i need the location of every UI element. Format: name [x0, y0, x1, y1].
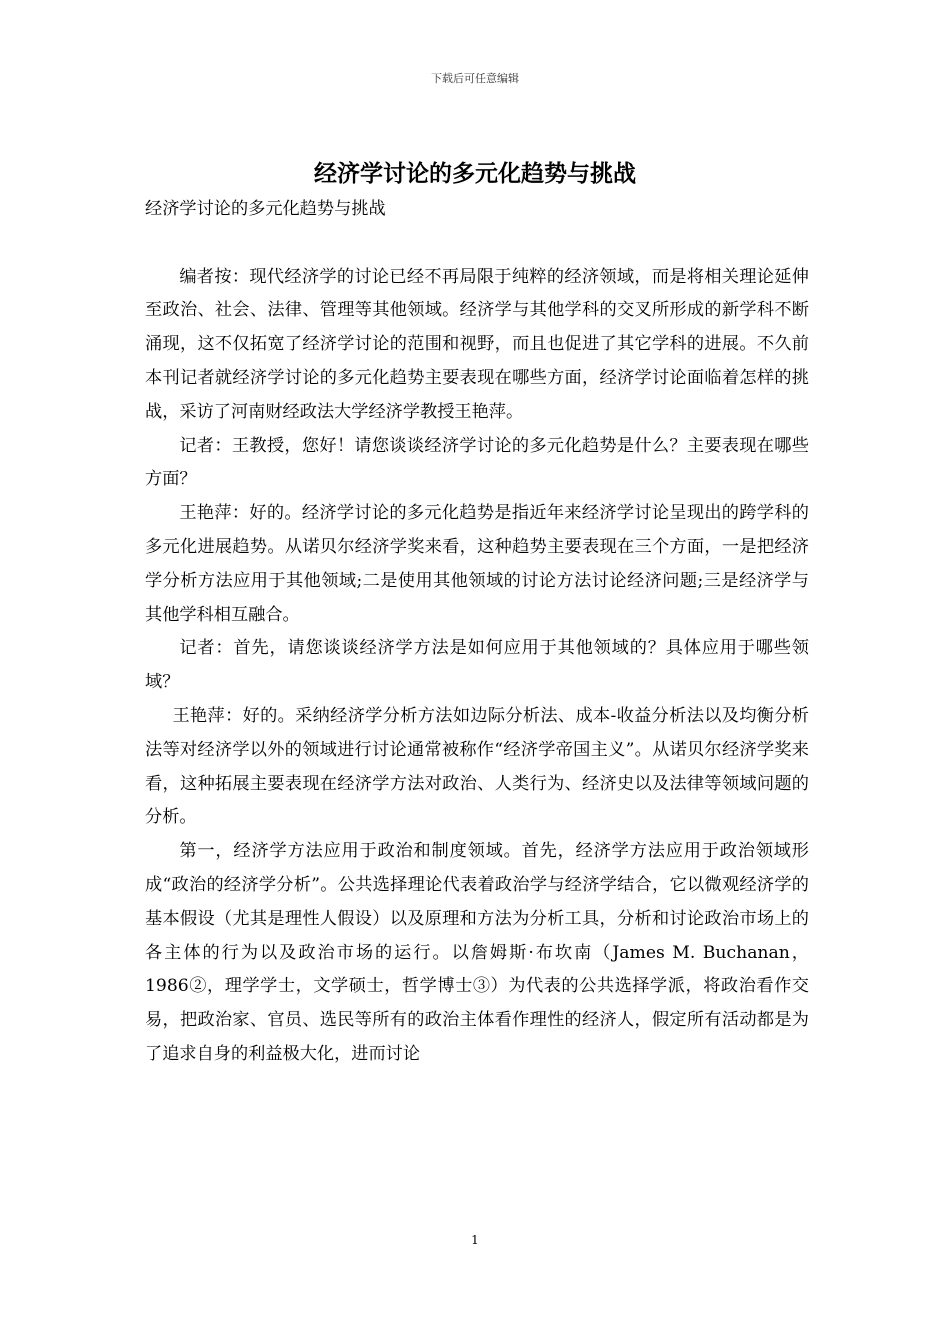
- page-number: 1: [471, 1233, 479, 1247]
- paragraph-question-2: 记者：首先，请您谈谈经济学方法是如何应用于其他领域的？具体应用于哪些领域？: [145, 638, 809, 693]
- page-header-note: 下载后可任意编辑: [431, 72, 519, 85]
- paragraph-editor-note: 编者按：现代经济学的讨论已经不再局限于纯粹的经济领域，而是将相关理论延伸至政治、社会、法律、管理等其他领域。经济学与其他学科的交叉所形成的新学科不断涌现，这不仅拓宽了经济学讨论的范围和视野，而且也促进了其它学科的进展。不久前本刊记者就经济学讨论的多元化趋势主要表现在哪些方面，经济学讨论面临着怎样的挑战，采访了河南财经政法大学经济学教授王艳萍。: [145, 266, 809, 422]
- blank-line: [145, 227, 809, 261]
- paragraph-answer-2: 王艳萍：好的。采纳经济学分析方法如边际分析法、成本-收益分析法以及均衡分析法等对经济学以外的领域进行讨论通常被称作“经济学帝国主义”。从诺贝尔经济学奖来看，这种拓展主要表现在经济学方法对政治、人类行为、经济史以及法律等领域问题的分析。: [145, 705, 809, 828]
- paragraph-question-1: 记者：王教授，您好！请您谈谈经济学讨论的多元化趋势是什么？主要表现在哪些方面？: [145, 435, 809, 490]
- document-body: [145, 193, 809, 1072]
- document-title: 经济学讨论的多元化趋势与挑战: [314, 160, 636, 187]
- document-subtitle: 经济学讨论的多元化趋势与挑战: [145, 199, 386, 219]
- paragraph-answer-1: 王艳萍：好的。经济学讨论的多元化趋势是指近年来经济学讨论呈现出的跨学科的多元化进展趋势。从诺贝尔经济学奖来看，这种趋势主要表现在三个方面，一是把经济学分析方法应用于其他领域;二是使用其他领域的讨论方法讨论经济问题;三是经济学与其他学科相互融合。: [145, 503, 809, 625]
- paragraph-first-point: 第一，经济学方法应用于政治和制度领域。首先，经济学方法应用于政治领域形成“政治的经济学分析”。公共选择理论代表着政治学与经济学结合，它以微观经济学的基本假设（尤其是理性人假设）以及原理和方法为分析工具，分析和讨论政治市场上的各主体的行为以及政治市场的运行。以詹姆斯·布坎南（James M. Buchanan，1986②，理学学士，文学硕士，哲学博士③）为代表的公共选择学派，将政治看作交易，把政治家、官员、选民等所有的政治主体看作理性的经济人，假定所有活动都是为了追求自身的利益极大化，进而讨论: [145, 841, 809, 1064]
